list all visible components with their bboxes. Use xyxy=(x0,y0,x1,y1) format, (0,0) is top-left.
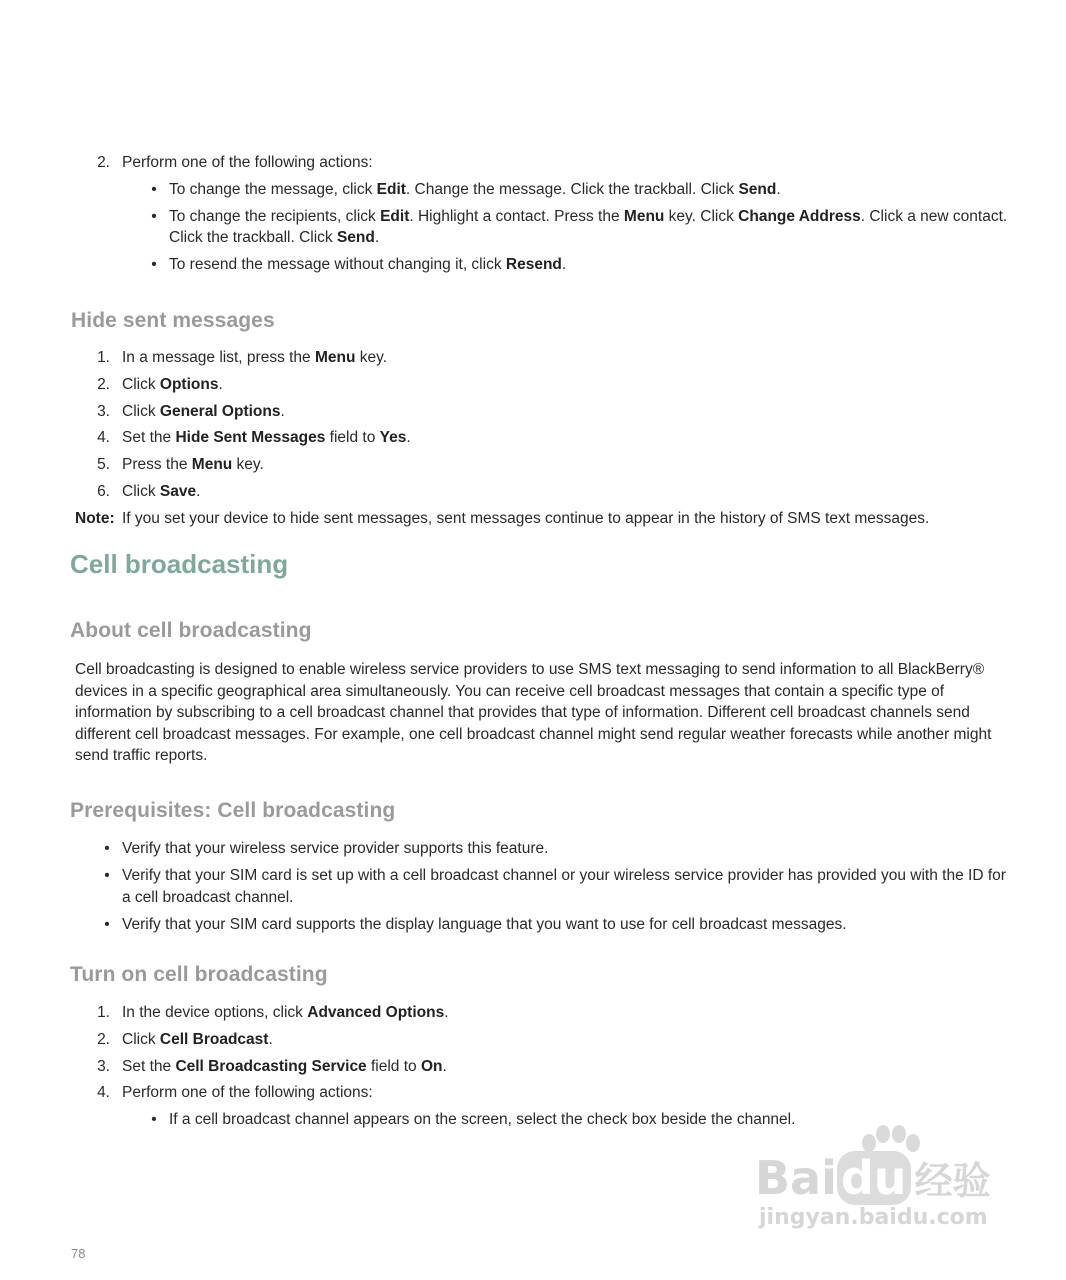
step-number: 2. xyxy=(97,375,110,393)
step-text: Set the Cell Broadcasting Service field to On. xyxy=(122,1057,447,1075)
section-heading-hide-sent: Hide sent messages xyxy=(71,309,275,332)
step-number: 3. xyxy=(97,1057,110,1075)
bullet: • xyxy=(104,916,110,933)
watermark-cn: 经验 xyxy=(914,1159,991,1203)
section-heading-about: About cell broadcasting xyxy=(70,619,312,642)
bullet: • xyxy=(151,1111,157,1128)
step-text: Click Options. xyxy=(122,375,223,393)
step-text: Click General Options. xyxy=(122,402,285,420)
note-label: Note: xyxy=(75,510,115,527)
step-number: 4. xyxy=(97,1084,110,1102)
step-number: 1. xyxy=(97,1004,110,1021)
step-number: 4. xyxy=(97,429,110,447)
step-text: Perform one of the following actions: xyxy=(122,1084,373,1102)
note-text: If you set your device to hide sent messages, sent messages continue to appear in the history of SMS text messages. xyxy=(122,510,930,527)
bullet: • xyxy=(104,840,110,857)
step-number: 3. xyxy=(97,402,110,420)
bullet: • xyxy=(104,867,110,884)
step-text: In a message list, press the Menu key. xyxy=(122,349,388,366)
step-number: 2. xyxy=(97,154,110,171)
bullet: • xyxy=(151,181,157,198)
watermark-brand: Bai xyxy=(755,1151,837,1205)
baidu-watermark xyxy=(755,1125,1005,1240)
step-text: In the device options, click Advanced Options. xyxy=(122,1004,449,1021)
bullet: • xyxy=(151,256,157,273)
step-text: Click Save. xyxy=(122,483,201,500)
bullet: • xyxy=(151,208,157,225)
step-number: 6. xyxy=(97,483,110,500)
step-number: 1. xyxy=(97,349,110,366)
watermark-brand2: du xyxy=(837,1151,911,1205)
step-text: Press the Menu key. xyxy=(122,456,264,474)
step-number: 5. xyxy=(97,456,110,474)
chapter-title: Cell broadcasting xyxy=(70,549,289,579)
section-heading-turn-on: Turn on cell broadcasting xyxy=(70,963,328,986)
step-text: Set the Hide Sent Messages field to Yes. xyxy=(122,429,411,447)
about-paragraph: Cell broadcasting is designed to enable wireless service providers to use SMS text messaging to send information to all BlackBerry® devices in a specific geographical area simultaneously. You can receive cell broadcast messages that contain a specific type of information by subscribing to a cell broadcast channel that provides that type of information. Different cell broadcast channels send different cell broadcast messages. For example, one cell broadcast channel might send regular weather forecasts while another might send traffic reports. xyxy=(75,661,992,764)
step-text: Perform one of the following actions: xyxy=(122,154,373,171)
section-heading-prereq: Prerequisites: Cell broadcasting xyxy=(70,799,396,822)
page-number: 78 xyxy=(71,1246,86,1261)
step-number: 2. xyxy=(97,1030,110,1048)
watermark-url: jingyan.baidu.com xyxy=(759,1205,988,1230)
step-text: Click Cell Broadcast. xyxy=(122,1030,273,1048)
